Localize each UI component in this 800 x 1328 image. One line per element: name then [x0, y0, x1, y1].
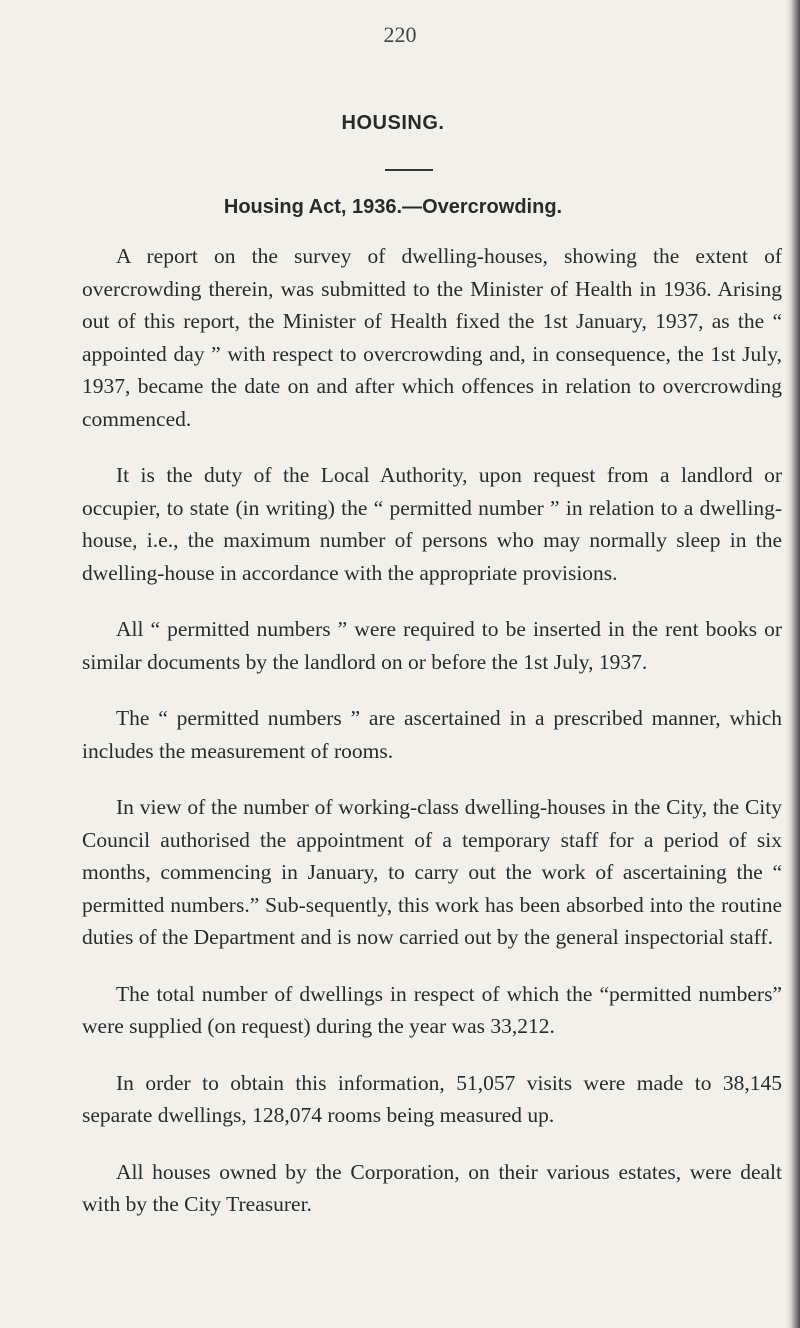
- paragraph: All “ permitted numbers ” were required to be inserted in the rent books or similar documents by the landlord on or before the 1st July, 1937.: [82, 617, 782, 674]
- paragraph: All houses owned by the Corporation, on their various estates, were dealt with by the City Treasurer.: [82, 1159, 782, 1216]
- paragraph: In view of the number of working-class dwelling-houses in the City, the City Council authorised the appointment of a temporary staff for a period of six months, commencing in January, to carry out the work of ascertaining the “ permitted numbers.” Sub-sequently, this work has been absorbed into the routine duties of the Department and is now carried out by the general inspectorial staff.: [82, 795, 782, 949]
- body-text: [82, 240, 782, 1245]
- page-number: 220: [383, 22, 417, 47]
- paragraph: A report on the survey of dwelling-houses, showing the extent of overcrowding therein, was submitted to the Minister of Health in 1936. Arising out of this report, the Minister of Health fixed the 1st January, 1937, as the “ appointed day ” with respect to overcrowding and, in consequence, the 1st July, 1937, became the date on and after which offences in relation to overcrowding commenced.: [82, 244, 782, 431]
- paragraph: It is the duty of the Local Authority, upon request from a landlord or occupier, to state (in writing) the “ permitted number ” in relation to a dwelling-house, i.e., the maximum number of persons who may normally sleep in the dwelling-house in accordance with the appropriate provisions.: [82, 463, 782, 585]
- paragraph: The “ permitted numbers ” are ascertained in a prescribed manner, which includes the measurement of rooms.: [82, 706, 782, 763]
- page-title: HOUSING.: [341, 112, 445, 134]
- title-divider: [385, 169, 433, 171]
- page-edge-shadow: [786, 0, 800, 1328]
- section-heading: Housing Act, 1936.—Overcrowding.: [223, 196, 563, 218]
- paragraph: In order to obtain this information, 51,057 visits were made to 38,145 separate dwellings, 128,074 rooms being measured up.: [82, 1070, 782, 1127]
- paragraph: The total number of dwellings in respect of which the “permitted numbers” were supplied (on request) during the year was 33,212.: [82, 981, 782, 1038]
